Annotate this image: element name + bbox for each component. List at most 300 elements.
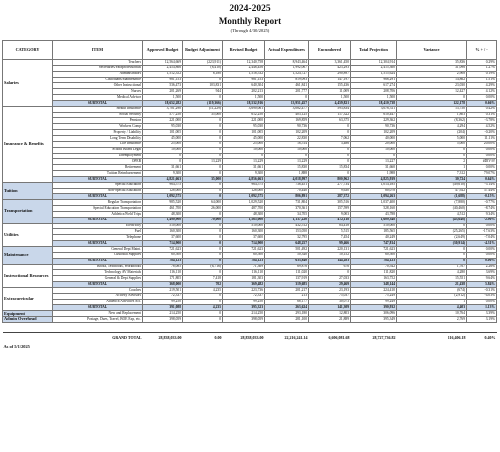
value-cell: 0.00% xyxy=(467,223,497,229)
value-cell: 4,512 xyxy=(397,211,467,217)
item-cell: Custodians/Maintenance xyxy=(53,77,143,83)
value-cell: 0 xyxy=(309,130,351,136)
value-cell: -0.20% xyxy=(467,130,497,136)
value-cell: 0.29% xyxy=(467,60,497,66)
value-cell: 31,661 xyxy=(143,165,183,171)
subtotal-label: SUBTOTAL xyxy=(53,194,143,200)
subtotal-value: 369,482 xyxy=(223,282,265,288)
item-cell: Special Education xyxy=(53,182,143,188)
value-cell: 2,446,456 xyxy=(223,65,265,71)
subtotal-value: 29,469 xyxy=(309,282,351,288)
grand-total-row xyxy=(3,332,497,343)
value-cell: 208,706 xyxy=(351,89,397,95)
item-cell: Health Insurance xyxy=(53,106,143,112)
subtotal-value: 319,685 xyxy=(265,282,309,288)
value-cell: 293,180 xyxy=(265,311,309,317)
value-cell: 281,100 xyxy=(265,317,309,323)
value-cell: 966,291 xyxy=(351,77,397,83)
subtotal-value: 4,856,663 xyxy=(223,176,265,182)
value-cell: 0 xyxy=(351,153,397,159)
subtotal-label: SUBTOTAL xyxy=(53,282,143,288)
value-cell: 221,000 xyxy=(223,118,265,124)
value-cell: 219,501 xyxy=(143,287,183,293)
value-cell: 2,908 xyxy=(397,71,467,77)
value-cell: 0 xyxy=(397,147,467,153)
value-cell: 305,516 xyxy=(309,200,351,206)
value-cell: 9,300 xyxy=(143,171,183,177)
subtotal-value: 0 xyxy=(183,241,223,247)
budget-report-table xyxy=(2,40,497,351)
category-cell: Transportation xyxy=(3,200,53,223)
subtotal-label: SUBTOTAL xyxy=(53,176,143,182)
value-cell: (8,362) xyxy=(397,118,467,124)
value-cell: 37.44% xyxy=(467,188,497,194)
value-cell: 0 xyxy=(397,223,467,229)
value-cell: 229,362 xyxy=(351,118,397,124)
value-cell: 15,830 xyxy=(265,165,309,171)
value-cell: 7,418 xyxy=(183,276,223,282)
value-cell: 221,000 xyxy=(143,118,183,124)
value-cell: (25,265) xyxy=(397,229,467,235)
value-cell: 0 xyxy=(143,153,183,159)
item-cell: Special Education Transportation xyxy=(53,206,143,212)
value-cell: (8,410) xyxy=(183,65,223,71)
value-cell: 79.07% xyxy=(467,171,497,177)
value-cell: 40,000 xyxy=(351,135,397,141)
item-cell: Nurses xyxy=(53,89,143,95)
value-cell: 4.52% xyxy=(467,124,497,130)
subtotal-value: 122,178 xyxy=(397,100,467,106)
value-cell: 981,153 xyxy=(143,77,183,83)
value-cell: 117,322 xyxy=(309,112,351,118)
col-item: ITEM xyxy=(53,41,143,60)
col-variance: Variance xyxy=(397,41,467,60)
value-cell: 0 xyxy=(309,270,351,276)
value-cell: 0 xyxy=(183,95,223,101)
value-cell: 640,304 xyxy=(223,83,265,89)
subtotal-value: 368,000 xyxy=(143,282,183,288)
value-cell: 0 xyxy=(183,165,223,171)
value-cell: 0 xyxy=(183,130,223,136)
value-cell: 0 xyxy=(183,135,223,141)
value-cell: 0 xyxy=(183,171,223,177)
subtotal-value: 395,323 xyxy=(223,305,265,311)
value-cell: 536,473 xyxy=(143,83,183,89)
value-cell: -8.74% xyxy=(467,206,497,212)
value-cell: 612,250 xyxy=(223,112,265,118)
value-cell: 160,300 xyxy=(223,229,265,235)
value-cell: 819,093 xyxy=(265,77,309,83)
value-cell: 0 xyxy=(397,95,467,101)
value-cell: 306,096 xyxy=(351,311,397,317)
value-cell: 1,500 xyxy=(143,95,183,101)
value-cell: 1,992,067 xyxy=(265,65,309,71)
value-cell: 1,518,532 xyxy=(223,71,265,77)
value-cell: 75,037 xyxy=(309,293,351,299)
value-cell: 0.00% xyxy=(467,247,497,253)
value-cell: 69,876 xyxy=(265,264,309,270)
item-cell: Books, Textbooks, Workbooks xyxy=(53,264,143,270)
subtotal-value: (30,914) xyxy=(397,241,467,247)
item-cell: Tuition Reimbursement xyxy=(53,171,143,177)
value-cell: 0 xyxy=(183,188,223,194)
value-cell: 721,623 xyxy=(351,247,397,253)
item-cell: Fuel xyxy=(53,229,143,235)
category-cell: Maintenance xyxy=(3,247,53,265)
value-cell: 10,000 xyxy=(265,147,309,153)
item-cell: Long Term Disability xyxy=(53,135,143,141)
subtotal-value: 784,123 xyxy=(223,258,265,264)
value-cell: 3,361,450 xyxy=(309,60,351,66)
item-cell: Athletics/Field Trips xyxy=(53,211,143,217)
spacer-cell xyxy=(3,322,497,332)
value-cell: 43,788 xyxy=(351,211,397,217)
item-cell: Retirement xyxy=(53,165,143,171)
subtotal-value: 1,094,263 xyxy=(351,194,397,200)
value-cell: 1,014,185 xyxy=(351,182,397,188)
grand-total-spacer xyxy=(3,332,53,343)
value-cell: 9,630 xyxy=(309,188,351,194)
subtotal-value: 1,092,575 xyxy=(143,194,183,200)
value-cell: 201,269 xyxy=(143,89,183,95)
value-cell: 23,193 xyxy=(309,287,351,293)
value-cell: 99,250 xyxy=(223,299,265,305)
value-cell: (674) xyxy=(397,287,467,293)
value-cell: 4.29% xyxy=(467,83,497,89)
value-cell: -0.31% xyxy=(467,287,497,293)
subtotal-value: 287,372 xyxy=(309,194,351,200)
subtotal-value: -4.31% xyxy=(467,241,497,247)
item-cell: Postage, Dues, Travel, BOE Exp, etc. xyxy=(53,317,143,323)
value-cell: 201,217 xyxy=(265,287,309,293)
header-row xyxy=(3,41,497,60)
subtotal-value: 4,459,821 xyxy=(309,100,351,106)
value-cell: 7,454 xyxy=(309,235,351,241)
value-cell: 0 xyxy=(183,141,223,147)
value-cell: 32,795 xyxy=(265,235,309,241)
value-cell: 31,661 xyxy=(223,165,265,171)
value-cell: 0 xyxy=(309,124,351,130)
value-cell: (49,610) xyxy=(397,182,467,188)
subtotal-value: 0.66% xyxy=(467,100,497,106)
category-cell: Instructional Resources xyxy=(3,264,53,287)
value-cell: 137,919 xyxy=(265,276,309,282)
value-cell: 964,575 xyxy=(143,182,183,188)
subtotal-value: 1,092,575 xyxy=(223,194,265,200)
value-cell: 5,000 xyxy=(397,135,467,141)
value-cell: 1.51% xyxy=(467,77,497,83)
value-cell: 48,300 xyxy=(143,211,183,217)
item-cell: Unemployment xyxy=(53,153,143,159)
value-cell: 0.42% xyxy=(467,106,497,112)
value-cell: 90,736 xyxy=(351,124,397,130)
value-cell: 0 xyxy=(183,299,223,305)
subtotal-value: 648,257 xyxy=(265,241,309,247)
item-cell: Non-Special Education xyxy=(53,188,143,194)
value-cell: 6,180 xyxy=(183,71,223,77)
report-body xyxy=(3,60,497,351)
value-cell: 2,454,866 xyxy=(143,65,183,71)
value-cell: 1,037,400 xyxy=(351,200,397,206)
value-cell: 102,209 xyxy=(265,130,309,136)
item-cell: Custodial Supplies xyxy=(53,252,143,258)
value-cell: 116,110 xyxy=(143,270,183,276)
value-cell: 15,551 xyxy=(397,276,467,282)
value-cell: 1,524,727 xyxy=(265,71,309,77)
value-cell: 1 xyxy=(397,165,467,171)
subtotal-value: 747,814 xyxy=(351,241,397,247)
value-cell: 0 xyxy=(183,229,223,235)
value-cell: 78,085 xyxy=(143,264,183,270)
value-cell: #DIV/0! xyxy=(467,159,497,165)
value-cell: 25,000 xyxy=(223,141,265,147)
value-cell: 213 xyxy=(265,293,309,299)
value-cell: 0 xyxy=(309,159,351,165)
subtotal-value: 18,652,282 xyxy=(143,100,183,106)
value-cell: 70,440 xyxy=(265,188,309,194)
item-cell: Life Insurance xyxy=(53,141,143,147)
value-cell: 220,131 xyxy=(309,247,351,253)
value-cell: 501,492 xyxy=(265,247,309,253)
item-cell: Property / Liability xyxy=(53,130,143,136)
value-cell: 37,600 xyxy=(223,235,265,241)
subtotal-value: 1,609,348 xyxy=(351,217,397,223)
value-cell: 510,000 xyxy=(223,223,265,229)
subtotal-value: 714,900 xyxy=(223,241,265,247)
value-cell: 1,500 xyxy=(223,95,265,101)
value-cell: 0 xyxy=(183,118,223,124)
subtotal-value: 714,900 xyxy=(143,241,183,247)
value-cell: 13,227 xyxy=(351,159,397,165)
value-cell: 7,062 xyxy=(309,135,351,141)
value-cell: 1,803 xyxy=(397,112,467,118)
value-cell: 290,897 xyxy=(309,71,351,77)
value-cell: 60,500 xyxy=(143,252,183,258)
value-cell: 1,029,520 xyxy=(223,200,265,206)
subtotal-label: SUBTOTAL xyxy=(53,305,143,311)
subtotal-value: 13,951,457 xyxy=(265,100,309,106)
value-cell: 7,312 xyxy=(397,171,467,177)
value-cell: 95,030 xyxy=(223,124,265,130)
value-cell: 2 xyxy=(397,159,467,165)
value-cell: 20,000 xyxy=(351,141,397,147)
value-cell: 169,859 xyxy=(265,118,309,124)
value-cell: 985,520 xyxy=(143,200,183,206)
grand-total-value: 28,727,736.82 xyxy=(351,332,397,343)
value-cell: 736,451 xyxy=(265,182,309,188)
item-cell: Teachers xyxy=(53,60,143,66)
subtotal-label: SUBTOTAL xyxy=(53,258,143,264)
subtotal-label: SUBTOTAL xyxy=(53,217,143,223)
value-cell: 0.00% xyxy=(467,165,497,171)
value-cell: 15,834 xyxy=(309,165,351,171)
value-cell: 9.34% xyxy=(467,211,497,217)
value-cell: 0 xyxy=(183,235,223,241)
value-cell: 510,000 xyxy=(351,223,397,229)
value-cell: 60,500 xyxy=(223,252,265,258)
value-cell: 34,705 xyxy=(265,211,309,217)
value-cell: 9,300 xyxy=(223,171,265,177)
subtotal-value: 702 xyxy=(183,282,223,288)
value-cell: 128,000 xyxy=(223,188,265,194)
value-cell: 0 xyxy=(183,311,223,317)
value-cell: 2.26% xyxy=(467,264,497,270)
item-cell: Telephone xyxy=(53,235,143,241)
value-cell: 731,804 xyxy=(265,200,309,206)
value-cell: 12,340,758 xyxy=(223,60,265,66)
value-cell: 510,000 xyxy=(143,223,183,229)
value-cell: 12,427 xyxy=(397,89,467,95)
value-cell: 398,059 xyxy=(143,317,183,323)
subtotal-value: 18,410,738 xyxy=(351,100,397,106)
subtotal-value: 35,000 xyxy=(183,176,223,182)
value-cell: 202,213 xyxy=(223,89,265,95)
value-cell: 10,000 xyxy=(351,147,397,153)
value-cell: 214,250 xyxy=(223,311,265,317)
value-cell: 214,250 xyxy=(143,311,183,317)
value-cell: 14,862 xyxy=(397,77,467,83)
value-cell: 25,000 xyxy=(143,141,183,147)
value-cell: 13,229 xyxy=(265,159,309,165)
value-cell: 0 xyxy=(183,252,223,258)
col-encumbered: Encumbered xyxy=(309,41,351,60)
as-of-row xyxy=(3,343,497,351)
subtotal-value: 18,532,916 xyxy=(223,100,265,106)
value-cell: 0 xyxy=(309,147,351,153)
value-cell: 45,000 xyxy=(223,135,265,141)
value-cell: 981,153 xyxy=(223,77,265,83)
value-cell: 35,836 xyxy=(397,60,467,66)
value-cell: 101,005 xyxy=(223,130,265,136)
value-cell: 577,250 xyxy=(143,112,183,118)
value-cell: 185,565 xyxy=(351,229,397,235)
item-cell: New and Replacement xyxy=(53,311,143,317)
value-cell: 403,125 xyxy=(265,112,309,118)
value-cell: 0 xyxy=(183,293,223,299)
value-cell: 3.69% xyxy=(467,270,497,276)
value-cell: (40,460) xyxy=(397,206,467,212)
as-of-date: As of 5/1/2025 xyxy=(3,343,30,349)
value-cell: 111,820 xyxy=(351,270,397,276)
grand-total-value: 28,838,033.00 xyxy=(143,332,183,343)
value-cell: 10,000 xyxy=(223,147,265,153)
category-cell: Extracurricular xyxy=(3,287,53,310)
item-cell: Other Instructional xyxy=(53,83,143,89)
value-cell: 0 xyxy=(265,153,309,159)
grand-total-value: 6,606,081.68 xyxy=(309,332,351,343)
value-cell: 50,340 xyxy=(265,252,309,258)
item-cell: Electricity xyxy=(53,223,143,229)
subtotal-value: 99,466 xyxy=(309,241,351,247)
value-cell: 423,293 xyxy=(309,65,351,71)
value-cell: 0.00% xyxy=(467,153,497,159)
value-cell: 4,235 xyxy=(183,287,223,293)
item-cell: OPEB xyxy=(53,159,143,165)
subtotal-value: 21,438 xyxy=(397,282,467,288)
value-cell: 60,500 xyxy=(351,252,397,258)
value-cell: 47,922 xyxy=(397,188,467,194)
value-cell: 23,030 xyxy=(397,83,467,89)
value-cell: 116,110 xyxy=(223,270,265,276)
grand-total-value: 28,838,033.00 xyxy=(223,332,265,343)
value-cell: 461,700 xyxy=(143,206,183,212)
value-cell: (204) xyxy=(397,130,467,136)
item-cell: Coaches xyxy=(53,287,143,293)
value-cell: 1,888 xyxy=(265,171,309,177)
subtotal-value: 800,962 xyxy=(309,176,351,182)
subtotal-value: (1,688) xyxy=(397,194,467,200)
subtotal-label: SUBTOTAL xyxy=(53,100,143,106)
value-cell: 12,803 xyxy=(309,311,351,317)
value-cell: 3,690,061 xyxy=(223,106,265,112)
value-cell: 0.19% xyxy=(467,71,497,77)
value-cell: 0 xyxy=(223,153,265,159)
value-cell: 16,514 xyxy=(265,141,309,147)
value-cell: 944 xyxy=(183,89,223,95)
value-cell: 68,177 xyxy=(265,299,309,305)
value-cell: -3.78% xyxy=(467,118,497,124)
subtotal-value: 263,624 xyxy=(265,305,309,311)
value-cell: 3.39% xyxy=(467,311,497,317)
value-cell: 610,447 xyxy=(351,112,397,118)
value-cell: 1,988 xyxy=(351,171,397,177)
value-cell: 30,073 xyxy=(309,299,351,305)
subtotal-value: 70,000 xyxy=(183,217,223,223)
value-cell: 95,030 xyxy=(143,124,183,130)
value-cell: -0.77% xyxy=(467,200,497,206)
category-cell: Utilities xyxy=(3,223,53,246)
value-cell: -5.14% xyxy=(467,182,497,188)
value-cell: 0 xyxy=(183,147,223,153)
subtotal-value: 144,283 xyxy=(309,258,351,264)
col-approved-budget: Approved Budget xyxy=(143,41,183,60)
value-cell: 223,736 xyxy=(223,287,265,293)
value-cell: 721,623 xyxy=(143,247,183,253)
value-cell: 3,701,290 xyxy=(143,106,183,112)
subtotal-value: -0.15% xyxy=(467,194,497,200)
category-cell: Equipment xyxy=(3,311,53,317)
value-cell: 64,000 xyxy=(183,200,223,206)
value-cell: (11,229) xyxy=(183,106,223,112)
subtotal-value: 806,891 xyxy=(265,194,309,200)
value-cell: -4.03% xyxy=(467,293,497,299)
value-cell: 12,304,914 xyxy=(351,60,397,66)
subtotal-value: 4,825,939 xyxy=(351,176,397,182)
value-cell: 593,834 xyxy=(309,106,351,112)
value-cell: 1,767 xyxy=(397,264,467,270)
value-cell: 0 xyxy=(397,153,467,159)
value-cell: 1,515,624 xyxy=(351,71,397,77)
value-cell: 63,375 xyxy=(309,118,351,124)
subtotal-value: 0.00% xyxy=(467,258,497,264)
value-cell: 71,369 xyxy=(223,264,265,270)
grand-total-value: 22,216,241.14 xyxy=(265,332,309,343)
item-cell: Technology AV Materials xyxy=(53,270,143,276)
value-cell: 0 xyxy=(183,270,223,276)
value-cell: 27,033 xyxy=(309,276,351,282)
value-cell: 2,415,360 xyxy=(351,65,397,71)
item-cell: Social Security xyxy=(53,112,143,118)
value-cell: 163,752 xyxy=(351,276,397,282)
grand-total-value: 116,406.18 xyxy=(397,332,467,343)
value-cell: 37,600 xyxy=(143,235,183,241)
value-cell: 171,805 xyxy=(143,276,183,282)
category-cell: Salaries xyxy=(3,60,53,107)
subtotal-value: 784,123 xyxy=(143,258,183,264)
subtotal-value: 30,724 xyxy=(397,176,467,182)
value-cell: 99,250 xyxy=(143,299,183,305)
subtotal-value: 472,118 xyxy=(309,217,351,223)
